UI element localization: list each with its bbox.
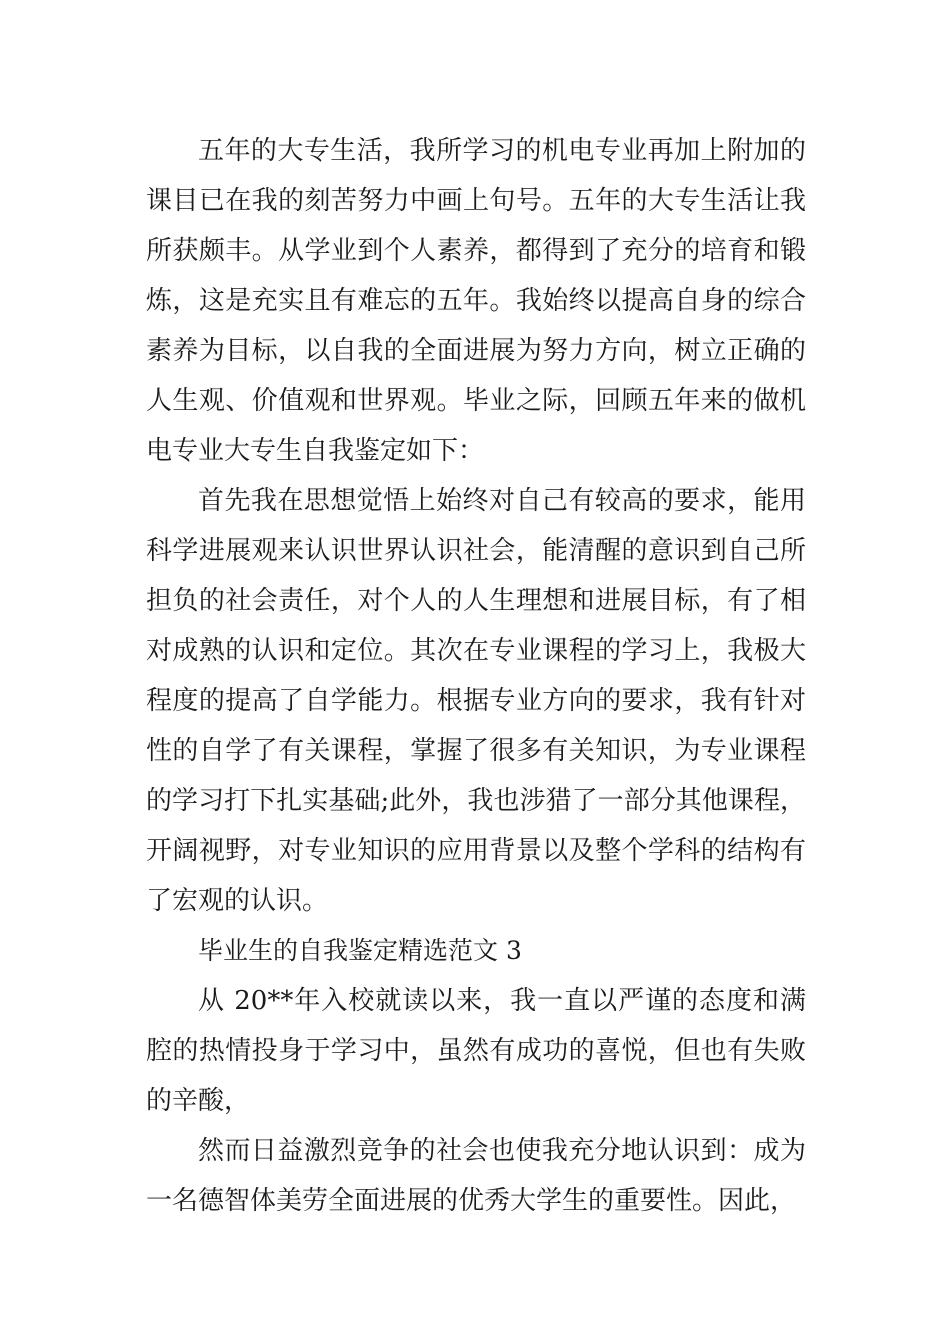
paragraph-3: 从 20**年入校就读以来，我一直以严谨的态度和满腔的热情投身于学习中，虽然有成功的喜悦，但也有失败的辛酸，: [146, 986, 806, 1116]
paragraph-1: 五年的大专生活，我所学习的机电专业再加上附加的课目已在我的刻苦努力中画上句号。五年的大专生活让我所获颇丰。从学业到个人素养，都得到了充分的培育和锻炼，这是充实且有难忘的五年。我始终以提高自身的综合素养为目标，以自我的全面进展为努力方向，树立正确的人生观、价值观和世界观。毕业之际，回顾五年来的做机电专业大专生自我鉴定如下：: [146, 136, 806, 466]
paragraph-4: 然而日益激烈竞争的社会也使我充分地认识到：成为一名德智体美劳全面进展的优秀大学生的重要性。因此，: [146, 1136, 806, 1216]
paragraph-2: 首先我在思想觉悟上始终对自己有较高的要求，能用科学进展观来认识世界认识社会，能清醒的意识到自己所担负的社会责任，对个人的人生理想和进展目标，有了相对成熟的认识和定位。其次在专业课程的学习上，我极大程度的提高了自学能力。根据专业方向的要求，我有针对性的自学了有关课程，掌握了很多有关知识，为专业课程的学习打下扎实基础;此外，我也涉猎了一部分其他课程，开阔视野，对专业知识的应用背景以及整个学科的结构有了宏观的认识。: [146, 486, 806, 916]
section-heading: 毕业生的自我鉴定精选范文 3: [198, 936, 522, 965]
document-body: [146, 126, 806, 1226]
